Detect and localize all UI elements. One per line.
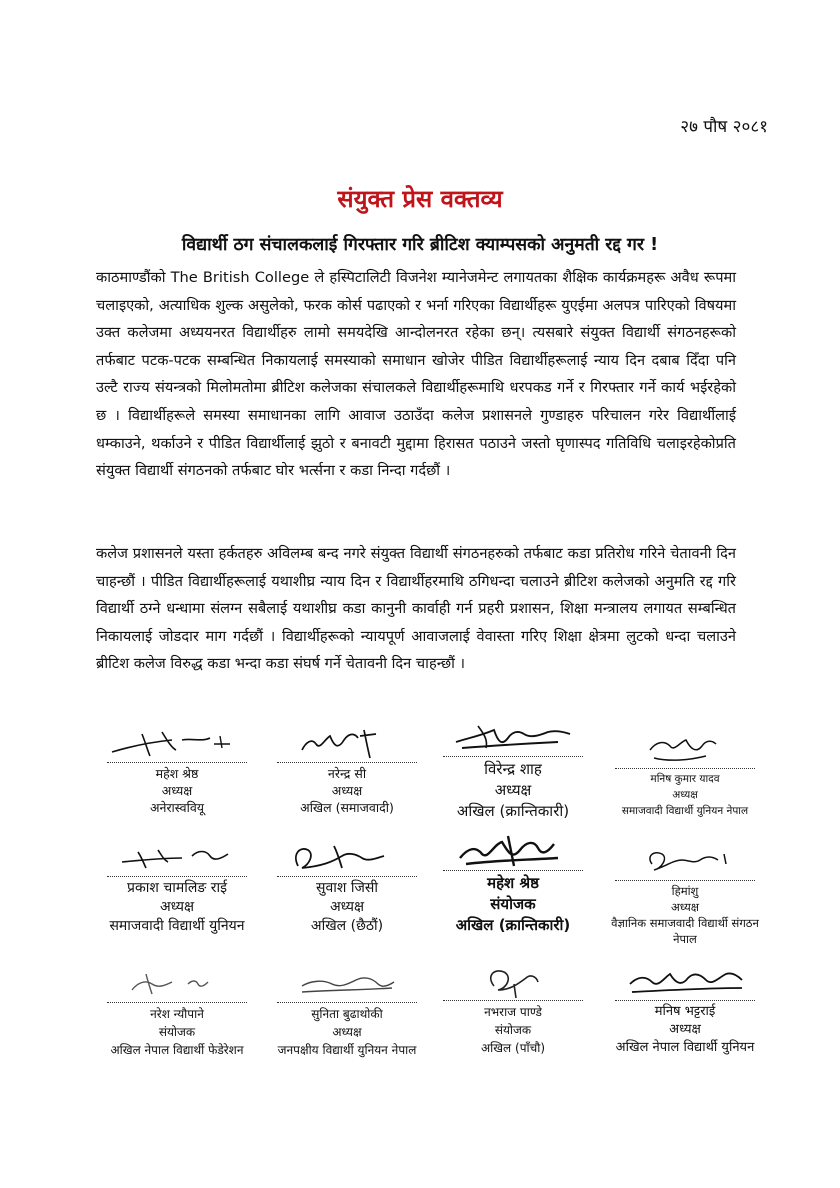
signature-block — [252, 962, 442, 1059]
signature-block — [262, 836, 432, 936]
statement-subtitle: विद्यार्थी ठग संचालकलाई गिरफ्तार गरि ब्रीटिश क्याम्पसको अनुमती रद्द गर ! — [181, 235, 659, 255]
signatory-organization: जनपक्षीय विद्यार्थी युनियन नेपाल — [277, 1043, 417, 1057]
signatory-organization: समाजवादी विद्यार्थी युनियन — [109, 918, 245, 934]
signature-block — [428, 716, 598, 822]
handwritten-signature — [102, 836, 252, 876]
signatory-name: सुवाश जिसी — [316, 880, 378, 896]
signatory-role: अध्यक्ष — [670, 900, 700, 914]
signatory-organization: अखिल (पाँचौ) — [480, 1041, 546, 1055]
handwritten-signature — [272, 722, 422, 762]
statement-title: संयुक्त प्रेस वक्तव्य — [337, 185, 503, 213]
handwritten-signature — [272, 836, 422, 876]
signatory-name: नरेन्द्र सी — [327, 766, 367, 781]
signatory-name: महेश श्रेष्ठ — [487, 874, 539, 892]
signatory-name: मनिष भट्टराई — [654, 1004, 716, 1019]
signatory-role: अध्यक्ष — [159, 899, 195, 915]
signatory-organization: अखिल (छैठौं) — [310, 918, 384, 934]
handwritten-signature — [272, 962, 422, 1002]
signatory-name: मनिष कुमार यादव — [650, 773, 720, 785]
signatory-organization: अखिल नेपाल विद्यार्थी युनियन — [615, 1040, 755, 1055]
signatory-name: नरेश न्यौपाने — [150, 1007, 204, 1021]
handwritten-signature — [610, 728, 760, 768]
handwritten-signature — [102, 722, 252, 762]
handwritten-signature — [438, 716, 588, 756]
signature-block — [82, 962, 272, 1059]
handwritten-signature — [102, 962, 252, 1002]
signatory-role: अध्यक्ष — [672, 789, 698, 801]
handwritten-signature — [438, 960, 588, 1000]
signatory-role: संयोजक — [158, 1025, 196, 1039]
handwritten-signature — [610, 840, 760, 880]
signatory-organization: अखिल (समाजवादी) — [300, 800, 394, 815]
signatory-role: अध्यक्ष — [331, 783, 363, 798]
signatory-organization: अनेरास्ववियू — [149, 800, 205, 815]
signatory-organization: अखिल (क्रान्तिकारी) — [455, 916, 571, 934]
signatory-role: अध्यक्ष — [494, 781, 532, 799]
signatory-organization: अखिल नेपाल विद्यार्थी फेडेरेशन — [110, 1043, 244, 1057]
signatory-role: अध्यक्ष — [332, 1025, 362, 1039]
signatory-name: सुनिता बुढाथोकी — [311, 1007, 383, 1021]
statement-date: २७ पौष २०८१ — [680, 117, 768, 137]
signature-block — [600, 960, 770, 1057]
body-paragraph-2: कलेज प्रशासनले यस्ता हर्कतहरु अविलम्ब बन्द नगरे संयुक्त विद्यार्थी संगठनहरुको तर्फबाट कडा प्रतिरोध गरिने चेतावनी दिन चाहन्छौं । पीडित विद्यार्थीहरूलाई यथाशीघ्र न्याय दिन र विद्यार्थीहरमाथि ठगिधन्दा चलाउने ब्रीटिश कलेजको अनुमति रद्द गरि विद्यार्थी ठग्ने धन्धामा संलग्न सबैलाई यथाशीघ्र कडा कानुनी कार्वाही गर्न प्रहरी प्रशासन, शिक्षा मन्त्रालय लगायत सम्बन्धित निकायलाई जोडदार माग गर्दछौं । विद्यार्थीहरूको न्यायपूर्ण आवाजलाई वेवास्ता गरिए शिक्षा क्षेत्रमा लुटको धन्दा चलाउने ब्रीटिश कलेज विरुद्ध कडा भन्दा कडा संघर्ष गर्ने चेतावनी दिन चाहन्छौं । — [96, 545, 736, 673]
signatory-organization: समाजवादी विद्यार्थी युनियन नेपाल — [621, 805, 749, 817]
signatory-role: संयोजक — [494, 1023, 532, 1037]
signatory-name: हिमांशु — [671, 884, 699, 898]
signatory-organization: अखिल (क्रान्तिकारी) — [456, 802, 570, 820]
handwritten-signature — [610, 960, 760, 1000]
signatory-role: संयोजक — [490, 895, 536, 913]
signatory-role: अध्यक्ष — [329, 899, 365, 915]
signatory-name: प्रकाश चामलिङ राई — [127, 880, 227, 896]
signature-block — [92, 836, 262, 936]
signature-block — [428, 830, 598, 936]
signatory-name: महेश श्रेष्ठ — [155, 766, 199, 781]
signature-block — [600, 840, 770, 947]
signature-block — [262, 722, 432, 816]
signature-block — [428, 960, 598, 1057]
signatory-role: अध्यक्ष — [669, 1022, 701, 1037]
body-paragraph-1: काठमाण्डौंको The British College ले हस्पिटालिटी विजनेश म्यानेजमेन्ट लगायतका शैक्षिक कार्यक्रमहरू अवैध रूपमा चलाइएको, अत्याधिक शुल्क असुलेको, फरक कोर्स पढाएको र भर्ना गरिएका विद्यार्थीहरू युएईमा अलपत्र पारिएको विषयमा उक्त कलेजमा अध्ययनरत विद्यार्थीहरु लामो समयदेखि आन्दोलनरत रहेका छन्। त्यसबारे संयुक्त विद्यार्थी संगठनहरूको तर्फबाट पटक-पटक सम्बन्धित निकायलाई समस्याको समाधान खोजेर पीडित विद्यार्थीहरूलाई न्याय दिन दबाब दिँदा पनि उल्टै राज्य संयन्त्रको मिलोमतोमा ब्रीटिश कलेजका संचालकले विद्यार्थीहरूमाथि धरपकड गर्ने र गिरफ्तार गर्ने कार्य भईरहेको छ । विद्यार्थीहरूले समस्या समाधानका लागि आवाज उठाउँदा कलेज प्रशासनले गुण्डाहरु परिचालन गरेर विद्यार्थीलाई धम्काउने, थर्काउने र पीडित विद्यार्थीलाई झुठो र बनावटी मुद्दामा हिरासत पठाउने जस्तो घृणास्पद गतिविधि चलाइरहेकोप्रति संयुक्त विद्यार्थी संगठनको तर्फबाट घोर भर्त्सना र कडा निन्दा गर्दछौं । — [96, 269, 736, 480]
signatory-organization: वैज्ञानिक समाजवादी विद्यार्थी संगठन नेपाल — [611, 916, 759, 946]
signature-block — [600, 728, 770, 819]
signatory-name: विरेन्द्र शाह — [484, 760, 542, 778]
signatory-role: अध्यक्ष — [161, 783, 193, 798]
handwritten-signature — [438, 830, 588, 870]
signature-block — [92, 722, 262, 816]
signatory-name: नभराज पाण्डे — [484, 1005, 542, 1019]
